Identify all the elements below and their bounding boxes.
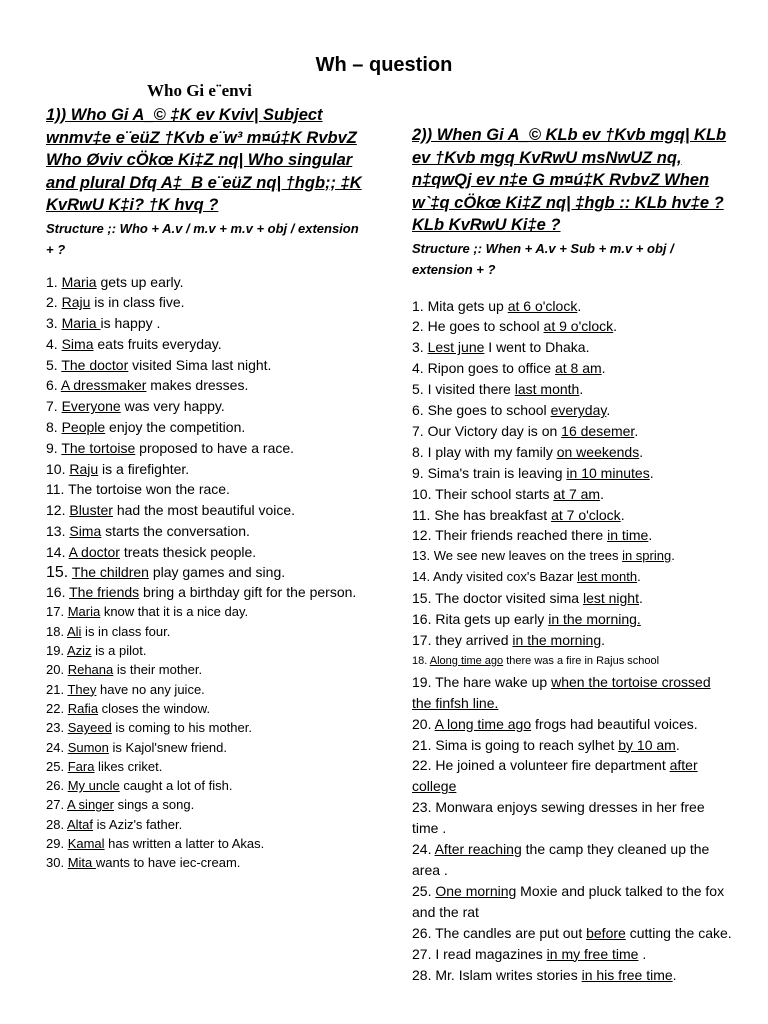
item-text: gets up early. bbox=[96, 273, 184, 290]
item-text: Sima is going to reach sylhet bbox=[435, 736, 619, 753]
item-number: 27. bbox=[412, 945, 432, 962]
item-number: 17. bbox=[46, 604, 65, 620]
list-item bbox=[412, 714, 732, 735]
item-text: . bbox=[671, 548, 675, 564]
item-time-phrase: at 7 am bbox=[553, 485, 601, 502]
item-number: 4. bbox=[46, 335, 58, 352]
item-subject: Maria bbox=[61, 273, 97, 290]
item-text: She goes to school bbox=[427, 402, 551, 419]
item-text: . bbox=[672, 966, 677, 983]
list-item bbox=[46, 355, 368, 376]
list-item bbox=[46, 699, 368, 718]
item-number: 1. bbox=[412, 297, 424, 314]
list-item bbox=[412, 400, 732, 421]
page-title: Wh – question bbox=[315, 54, 453, 76]
item-time-phrase: after college bbox=[412, 757, 698, 795]
item-subject: The friends bbox=[69, 583, 140, 600]
item-time-phrase: in time bbox=[607, 527, 649, 544]
item-time-phrase: when the tortoise crossed the finfsh line. bbox=[412, 673, 711, 711]
item-number: 28. bbox=[46, 816, 65, 832]
item-time-phrase: last month bbox=[514, 381, 580, 398]
item-text: had the most beautiful voice. bbox=[112, 502, 296, 519]
item-time-phrase: at 9 o'clock bbox=[543, 318, 614, 335]
item-number: 13. bbox=[46, 523, 66, 540]
list-item bbox=[412, 965, 732, 986]
item-text: . bbox=[579, 381, 584, 398]
item-number: 16. bbox=[46, 583, 66, 600]
list-item bbox=[412, 588, 732, 609]
list-item bbox=[412, 296, 732, 317]
item-subject: Everyone bbox=[61, 398, 121, 415]
item-number: 25. bbox=[412, 882, 432, 899]
item-number: 14. bbox=[46, 543, 66, 560]
item-number: 20. bbox=[46, 662, 65, 678]
list-item bbox=[46, 521, 368, 542]
item-number: 7. bbox=[412, 422, 424, 439]
item-text: is in class four. bbox=[81, 623, 171, 639]
item-subject: Maria bbox=[67, 604, 101, 620]
item-subject: Rafia bbox=[67, 700, 99, 716]
item-time-phrase: in his free time bbox=[581, 966, 673, 983]
item-text: . bbox=[648, 527, 653, 544]
item-text: Our Victory day is on bbox=[427, 422, 562, 439]
list-item bbox=[412, 505, 732, 526]
item-subject: My uncle bbox=[67, 778, 120, 794]
item-subject: Fara bbox=[67, 758, 95, 774]
list-item bbox=[46, 500, 368, 521]
item-text: Andy visited cox's Bazar bbox=[432, 569, 578, 585]
item-number: 26. bbox=[412, 924, 432, 941]
item-number: 15. bbox=[46, 563, 69, 581]
item-number: 11. bbox=[412, 506, 431, 523]
list-item bbox=[412, 316, 732, 337]
item-text: likes criket. bbox=[94, 758, 163, 774]
item-text: is Aziz's father. bbox=[93, 816, 183, 832]
list-item bbox=[46, 815, 368, 834]
list-item bbox=[412, 463, 732, 484]
list-item bbox=[46, 313, 368, 334]
item-text: makes dresses. bbox=[146, 377, 249, 394]
list-item bbox=[46, 738, 368, 757]
item-number: 22. bbox=[412, 757, 432, 774]
item-text: The hare wake up bbox=[435, 673, 552, 690]
item-time-phrase: 16 desemer bbox=[561, 422, 635, 439]
item-number: 21. bbox=[46, 681, 65, 697]
list-item bbox=[412, 442, 732, 463]
when-example-list bbox=[412, 296, 732, 986]
item-number: 21. bbox=[412, 736, 432, 753]
item-text: proposed to have a race. bbox=[135, 439, 295, 456]
item-text: . bbox=[613, 318, 618, 335]
when-section-heading: 2)) When Gi A_© KLb ev †Kvb mgq| KLb ev †Kvb mgq KvRwU msNwUZ nq, n‡qwQj ev n‡e G m¤ú‡K RvbvZ When w`‡q cÖkœ Ki‡Z nq| ‡hgb :: KLb hv‡e ? KLb KvRwU Ki‡e ? bbox=[412, 126, 727, 234]
list-item bbox=[46, 479, 368, 500]
item-number: 6. bbox=[412, 402, 424, 419]
item-number: 18. bbox=[412, 654, 428, 667]
item-text: is coming to his mother. bbox=[111, 720, 252, 736]
item-text: I play with my family bbox=[427, 443, 557, 460]
list-item bbox=[46, 641, 368, 660]
item-text: I read magazines bbox=[435, 945, 547, 962]
item-time-phrase: in 10 minutes bbox=[566, 464, 650, 481]
item-number: 18. bbox=[46, 623, 65, 639]
list-item bbox=[412, 839, 732, 881]
list-item bbox=[412, 672, 732, 714]
item-number: 25. bbox=[46, 758, 65, 774]
list-item bbox=[46, 272, 368, 293]
item-subject: A doctor bbox=[68, 543, 120, 560]
who-example-list bbox=[46, 272, 368, 873]
item-time-phrase: in the morning bbox=[512, 632, 602, 648]
item-subject: Rehana bbox=[67, 662, 114, 678]
item-number: 12. bbox=[46, 502, 66, 519]
item-subject: A singer bbox=[66, 797, 114, 813]
item-subject: Raju bbox=[61, 294, 91, 311]
item-subject: Altaf bbox=[66, 816, 93, 832]
item-text: I went to Dhaka. bbox=[484, 339, 590, 356]
item-number: 30. bbox=[46, 855, 65, 871]
item-text: is Kajol'snew friend. bbox=[108, 739, 227, 755]
item-subject: Bluster bbox=[69, 502, 113, 519]
item-time-phrase: One morning bbox=[435, 882, 517, 899]
list-item bbox=[412, 609, 732, 630]
list-item bbox=[46, 334, 368, 355]
item-time-phrase: Lest june bbox=[427, 339, 485, 356]
item-time-phrase: in my free time bbox=[546, 945, 639, 962]
item-number: 10. bbox=[412, 485, 432, 502]
item-text: . bbox=[620, 506, 625, 523]
item-text: The candles are put out bbox=[435, 924, 587, 941]
list-item bbox=[412, 379, 732, 400]
list-item bbox=[412, 944, 732, 965]
item-text: is their mother. bbox=[113, 662, 203, 678]
item-subject: Aziz bbox=[66, 643, 92, 659]
item-time-phrase: lest month bbox=[577, 569, 638, 585]
item-number: 5. bbox=[46, 356, 58, 373]
item-number: 19. bbox=[412, 673, 432, 690]
list-item bbox=[46, 542, 368, 563]
item-text: closes the window. bbox=[98, 700, 211, 716]
item-text: He joined a volunteer fire department bbox=[435, 757, 670, 774]
list-item bbox=[46, 776, 368, 795]
item-text: Mr. Islam writes stories bbox=[435, 966, 582, 983]
item-text: frogs had beautiful voices. bbox=[531, 715, 698, 732]
item-text: bring a birthday gift for the person. bbox=[139, 583, 357, 600]
list-item bbox=[412, 358, 732, 379]
item-text: . bbox=[606, 402, 611, 419]
item-text: Rita gets up early bbox=[435, 611, 549, 628]
list-item bbox=[412, 421, 732, 442]
list-item bbox=[46, 795, 368, 814]
item-text: . bbox=[637, 569, 641, 585]
item-number: 9. bbox=[412, 464, 424, 481]
list-item bbox=[46, 834, 368, 853]
list-item bbox=[46, 660, 368, 679]
list-item bbox=[412, 923, 732, 944]
item-number: 12. bbox=[412, 527, 432, 544]
item-number: 3. bbox=[46, 315, 58, 332]
item-text: Sima's train is leaving bbox=[427, 464, 567, 481]
item-number: 8. bbox=[46, 419, 58, 436]
page-subtitle: Who Gi e¨envi bbox=[147, 81, 252, 100]
item-text: is happy . bbox=[100, 315, 161, 332]
item-number: 24. bbox=[412, 841, 432, 858]
list-item bbox=[46, 396, 368, 417]
item-text: . bbox=[601, 360, 606, 377]
item-number: 8. bbox=[412, 443, 424, 460]
item-number: 7. bbox=[46, 398, 58, 415]
item-number: 15. bbox=[412, 590, 432, 607]
list-item bbox=[412, 881, 732, 923]
item-number: 20. bbox=[412, 715, 432, 732]
item-number: 5. bbox=[412, 381, 424, 398]
list-item bbox=[412, 651, 732, 672]
item-text: is in class five. bbox=[90, 294, 185, 311]
list-item bbox=[412, 337, 732, 358]
when-section bbox=[412, 124, 732, 985]
list-item bbox=[46, 375, 368, 396]
item-text: wants to have iec-cream. bbox=[95, 855, 241, 871]
item-text: play games and sing. bbox=[148, 563, 286, 580]
list-item bbox=[46, 292, 368, 313]
item-text: . bbox=[600, 485, 604, 502]
item-text: Ripon goes to office bbox=[427, 360, 555, 377]
item-text: . bbox=[639, 590, 643, 607]
item-time-phrase: in the morning. bbox=[548, 611, 641, 628]
who-section bbox=[46, 104, 368, 873]
item-number: 17. bbox=[412, 632, 432, 648]
item-text: She has breakfast bbox=[434, 506, 552, 523]
item-subject: A dressmaker bbox=[60, 377, 147, 394]
list-item bbox=[46, 718, 368, 737]
item-text: Moxie and pluck talked to the fox and the rat bbox=[412, 882, 725, 920]
item-subject: Sima bbox=[69, 523, 102, 540]
item-text: was very happy. bbox=[120, 398, 225, 415]
item-text: is a pilot. bbox=[91, 643, 147, 659]
item-text: Monwara enjoys sewing dresses in her free time . bbox=[412, 799, 705, 837]
item-time-phrase: Along time ago bbox=[429, 654, 504, 667]
item-text: know that it is a nice day. bbox=[100, 604, 249, 620]
item-text: have no any juice. bbox=[96, 681, 205, 697]
item-time-phrase: by 10 am bbox=[618, 736, 676, 753]
list-item bbox=[46, 417, 368, 438]
item-number: 28. bbox=[412, 966, 432, 983]
item-time-phrase: After reaching bbox=[434, 841, 522, 858]
item-text: eats fruits everyday. bbox=[93, 335, 222, 352]
list-item bbox=[46, 757, 368, 776]
item-text: . bbox=[639, 443, 644, 460]
item-subject: Maria bbox=[61, 315, 101, 332]
item-text: . bbox=[675, 736, 680, 753]
list-item bbox=[46, 622, 368, 641]
item-number: 3. bbox=[412, 339, 424, 356]
item-time-phrase: at 8 am bbox=[554, 360, 602, 377]
item-number: 2. bbox=[412, 318, 424, 335]
item-subject: They bbox=[67, 681, 97, 697]
item-subject: The tortoise bbox=[61, 439, 136, 456]
item-number: 23. bbox=[412, 799, 432, 816]
list-item bbox=[412, 484, 732, 505]
list-item bbox=[46, 563, 368, 582]
item-number: 16. bbox=[412, 611, 432, 628]
item-subject: Sumon bbox=[67, 739, 109, 755]
item-number: 4. bbox=[412, 360, 424, 377]
item-subject: The children bbox=[71, 563, 149, 580]
who-section-heading: 1)) Who Gi A_© ‡K ev Kviv| Subject wnmv‡e e¨eüZ †Kvb e¨w³ m¤ú‡K RvbvZ Who Øviv cÖkœ Ki‡Z nq| Who singular and plural Dfq A‡_B e¨eüZ nq| †hgb;; ‡K KvRwU K‡i? †K hvq ? bbox=[46, 106, 362, 214]
list-item bbox=[46, 680, 368, 699]
item-number: 23. bbox=[46, 720, 65, 736]
list-item bbox=[412, 546, 732, 567]
item-time-phrase: everyday bbox=[550, 402, 607, 419]
item-number: 13. bbox=[412, 548, 431, 564]
item-number: 10. bbox=[46, 460, 66, 477]
who-structure: Structure ;: Who + A.v / m.v + m.v + obj / extension + ? bbox=[46, 220, 359, 257]
item-number: 19. bbox=[46, 643, 65, 659]
item-text: the camp they cleaned up the area . bbox=[412, 841, 710, 878]
item-text: I visited there bbox=[427, 381, 515, 398]
item-text: cutting the cake. bbox=[625, 924, 732, 941]
item-text: there was a fire in Rajus school bbox=[503, 654, 660, 667]
list-item bbox=[412, 797, 732, 839]
item-text: Their friends reached there bbox=[435, 527, 608, 544]
item-text: enjoy the competition. bbox=[105, 419, 246, 436]
item-number: 14. bbox=[412, 569, 431, 585]
item-number: 6. bbox=[46, 377, 58, 394]
item-number: 26. bbox=[46, 778, 65, 794]
list-item bbox=[412, 567, 732, 588]
item-text: . bbox=[634, 422, 639, 439]
list-item bbox=[46, 459, 368, 480]
item-text: The tortoise won the race. bbox=[68, 481, 230, 498]
item-number: 27. bbox=[46, 797, 65, 813]
list-item bbox=[412, 525, 732, 546]
item-number: 1. bbox=[46, 273, 58, 290]
item-number: 2. bbox=[46, 294, 58, 311]
item-text: caught a lot of fish. bbox=[119, 778, 233, 794]
item-subject: Sima bbox=[61, 335, 94, 352]
item-text: they arrived bbox=[435, 632, 513, 648]
item-number: 22. bbox=[46, 700, 65, 716]
item-text: visited Sima last night. bbox=[128, 356, 272, 373]
item-text: Their school starts bbox=[435, 485, 554, 502]
item-subject: Ali bbox=[66, 623, 82, 639]
when-structure: Structure ;: When + A.v + Sub + m.v + obj / extension + ? bbox=[412, 240, 674, 277]
list-item bbox=[46, 582, 368, 603]
item-text: starts the conversation. bbox=[101, 523, 250, 540]
item-time-phrase: lest night bbox=[582, 590, 639, 607]
item-subject: The doctor bbox=[61, 356, 129, 373]
item-number: 29. bbox=[46, 836, 65, 852]
item-text: We see new leaves on the trees bbox=[433, 548, 623, 564]
list-item bbox=[412, 735, 732, 756]
list-item bbox=[46, 853, 368, 872]
item-text: has written a latter to Akas. bbox=[104, 836, 265, 852]
item-number: 9. bbox=[46, 439, 58, 456]
item-text: sings a song. bbox=[113, 797, 195, 813]
item-number: 11. bbox=[46, 481, 65, 498]
item-text: . bbox=[649, 464, 654, 481]
item-text: The doctor visited sima bbox=[435, 590, 583, 607]
item-text: . bbox=[638, 945, 647, 962]
item-time-phrase: on weekends bbox=[556, 443, 640, 460]
item-text: Mita gets up bbox=[427, 297, 508, 314]
item-subject: Kamal bbox=[67, 836, 105, 852]
list-item bbox=[412, 630, 732, 651]
list-item bbox=[46, 438, 368, 459]
item-time-phrase: at 6 o'clock bbox=[507, 297, 578, 314]
item-text: . bbox=[601, 632, 606, 648]
list-item bbox=[412, 755, 732, 797]
item-time-phrase: in spring bbox=[622, 548, 672, 564]
item-text: is a firefighter. bbox=[98, 460, 190, 477]
item-time-phrase: at 7 o'clock bbox=[551, 506, 621, 523]
item-number: 24. bbox=[46, 739, 65, 755]
item-subject: Mita bbox=[67, 855, 96, 871]
item-subject: People bbox=[61, 419, 106, 436]
item-time-phrase: before bbox=[586, 924, 626, 941]
item-time-phrase: A long time ago bbox=[434, 715, 532, 732]
item-text: . bbox=[577, 297, 582, 314]
item-text: He goes to school bbox=[427, 318, 544, 335]
item-subject: Sayeed bbox=[67, 720, 112, 736]
item-subject: Raju bbox=[69, 460, 99, 477]
item-text: treats thesick people. bbox=[119, 543, 257, 560]
list-item bbox=[46, 602, 368, 621]
